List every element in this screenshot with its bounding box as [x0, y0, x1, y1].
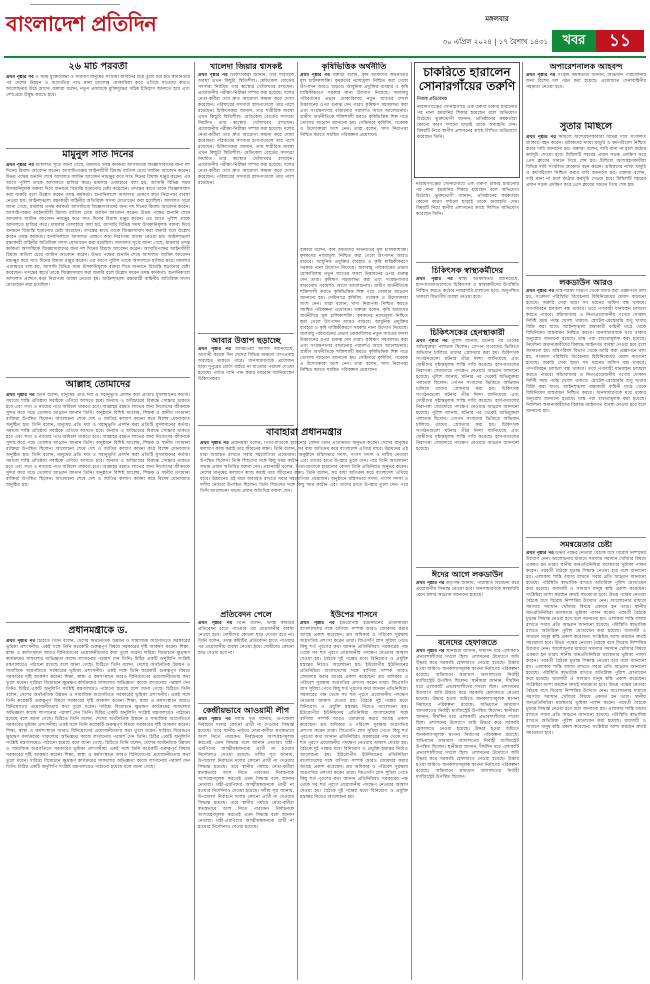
article-pm-letter	[6, 626, 190, 980]
headline: চিকিৎসক স্বাস্থ্যকর্মীদের	[431, 266, 504, 275]
article-text: পুলিশ জানায়, ঘটনার পর থেকেই অভিযুক্তরা পলাতক ছিলেন। গোপন সংবাদের ভিত্তিতে অভিযান চালিয়ে তাদের গ্রেফতার করা হয়। চিকিৎসক সংগঠনগুলো ঘটনার তীব্র নিন্দা জানিয়েছে এবং দোষীদের দৃষ্টান্তমূলক শাস্তি দাবি করেছে। হাসপাতালের নিরাপত্তা জোরদারে পদক্ষেপ নেওয়ার আহ্বান জানানো হয়েছে।	[416, 339, 519, 381]
article-body	[416, 277, 519, 319]
article-body	[200, 441, 408, 605]
article-text-continued: নারায়ণগঞ্জের সোনারগাঁয়ে এক তরুণী চাকরি হারানোর পর নানা হয়রানির শিকার হয়েছেন বলে অভিযোগ উঠেছে। ভুক্তভোগী জানান, প্রতিষ্ঠানের কর্মকর্তারা কোনো কারণ দর্শানো ছাড়াই তাকে অব্যাহতি দেন। বিষয়টি নিয়ে স্থানীয় প্রশাসনের কাছে লিখিত অভিযোগ করেছেন তিনি।	[416, 182, 519, 217]
article-text: দলীয় সূত্র জানায়, উপজেলা নির্বাচনে দলের কোনো প্রার্থী না দেওয়ার সিদ্ধান্ত হয়েছে। তবে স্থানীয় পর্যায়ে নেতা-কর্মীরা স্বতন্ত্রভাবে অংশ নিতে পারবেন। নির্বাচনকে অংশগ্রহণমূলক করতেই এমন সিদ্ধান্ত বলে জানান নেতারা। মন্ত্রী-এমপিদের আত্মীয়স্বজনকে প্রার্থী না হওয়ার নির্দেশনাও দেওয়া হয়েছে।	[198, 717, 294, 759]
article-body	[6, 163, 190, 371]
article-text-continued: বক্তারা বলেন, কৃষি আমাদের অর্থনীতির মূল চালিকাশক্তি। কৃষকদের ন্যায্যমূল্য নিশ্চিত করা গেলে উৎপাদন আরও বাড়বে। আধুনিক প্রযুক্তির ব্যবহার ও কৃষি যান্ত্রিকীকরণে সরকার নানা উদ্যোগ নিয়েছে। জলবায়ু পরিবর্তনের প্রভাব মোকাবিলায় নতুন জাতের ফসল উদ্ভাবনের ওপর গুরুত্ব দেন তারা। কৃষিঋণ সহজলভ্য করা এবং সংরক্ষণাগার বাড়ানোর পরামর্শও আসে আলোচনায়। গ্রামীণ অর্থনীতিকে শক্তিশালী করতে কৃষিভিত্তিক শিল্প গড়ে তোলার আহ্বান জানানো হয়। সেমিনারে কৃষিবিদ, গবেষক ও উদ্যোক্তারা অংশ নেন। তারা বলেন, খাদ্য নিরাপত্তা নিশ্চিত করতে সমন্বিত পরিকল্পনা প্রয়োজন।	[300, 308, 408, 373]
article-lead: প্রথম পৃষ্ঠার পর	[198, 347, 231, 353]
article-text-continued: আদালত সূত্রে জানা গেছে, মামলার তদন্ত কর্মকর্তা আসামিকে জিজ্ঞাসাবাদের জন্য দশ দিনের রিমান্ড আবেদন করেন। আসামিপক্ষের আইনজীবী রিমান্ড বাতিল চেয়ে জামিন আবেদন করেন। উভয় পক্ষের শুনানি শেষে আদালত জামিন আবেদন নামঞ্জুর করে সাত দিনের রিমান্ড মঞ্জুর করেন। এর আগে পুলিশ তাকে আদালতে হাজির করে। মামলার এজাহারে বলা হয়, আসামি বিভিন্ন সময় উসকানিমূলক বক্তব্য দিয়ে জনমনে বিভ্রান্তি ছড়ানোর চেষ্টা করেছেন। তদন্তের স্বার্থে তাকে জিজ্ঞাসাবাদ করা জরুরি বলে উল্লেখ করেন তদন্ত কর্মকর্তা। শুনানিকালে আদালত প্রাঙ্গণে কড়া নিরাপত্তা ব্যবস্থা নেওয়া হয়। আইনশৃঙ্খলা রক্ষাকারী বাহিনীর অতিরিক্ত সদস্য মোতায়েন করা হয়েছিল।	[6, 198, 190, 246]
article-body	[526, 73, 646, 115]
article-body	[6, 639, 190, 977]
article-lead: প্রথম পৃষ্ঠার পর	[200, 440, 229, 446]
article-text: এ সময় মুক্তিযোদ্ধা ও সাধারণ মানুষের সংগ্রামী জীবনের চিত্র তুলে ধরা হয়। স্বাধীনতার পর দেশের উন্নয়ন ও অগ্রগতির পথে নানা চ্যালেঞ্জ মোকাবিলা করে এগিয়ে যাওয়ার কথাও আলোচনায় উঠে আসে। বক্তারা বলেন, নতুন প্রজন্মকে মুক্তিযুদ্ধের সঠিক ইতিহাস জানাতে হবে এবং দেশপ্রেমে উদ্বুদ্ধ করতে হবে।	[6, 74, 190, 98]
article-text-continued: স্থানীয়রা জানান, দীর্ঘদিন ধরে এলাকাটি প্রভাবশালীদের দখলে ছিল। প্রশাসনের উদ্যোগে জমি উদ্ধার করে সরকারি হেফাজতে নেওয়া হয়েছে। উদ্ধার হওয়া জমিতে জনকল্যাণমূলক স্থাপনা নির্মাণের পরিকল্পনা রয়েছে। অভিযানে ভ্রাম্যমাণ আদালতের নির্বাহী ম্যাজিস্ট্রেট উপস্থিত ছিলেন।	[416, 679, 519, 715]
article-lockdown-extend	[526, 278, 646, 534]
headline: প্রতিবেদন পেলে	[220, 610, 272, 619]
article-text: তিনি বলেন, মানুষের প্রতি দয়া ও সহানুভূতি প্রদর্শন করা প্রতিটি মুসলমানের কর্তব্য। সমাজে শান্তি প্রতিষ্ঠায় সবাইকে এগিয়ে আসতে হবে। অন্যায় ও অবিচারের বিরুদ্ধে সোচ্চার থাকতে হবে এবং সত্য ও ন্যায়ের পথে অবিচল থাকতে হবে। আল্লাহর রহমত লাভের জন্য নিজেদের জীবনকে সুন্দর করে গড়ে তোলার আহ্বান জানান তিনি। অনুষ্ঠানে বিশিষ্ট আলেম, শিক্ষক ও স্থানীয় গণ্যমান্য ব্যক্তিরা উপস্থিত ছিলেন। আলোচনা শেষে দেশ ও জাতির কল্যাণ কামনা করে বিশেষ মোনাজাত অনুষ্ঠিত হয়।	[6, 392, 190, 428]
article-pm-father	[200, 428, 408, 606]
masthead	[0, 0, 650, 62]
weekday: মঙ্গলবার	[485, 15, 509, 23]
article-custody	[416, 638, 519, 980]
article-report	[198, 610, 294, 700]
article-lead: প্রথম পৃষ্ঠার পর	[416, 581, 445, 587]
article-eid-lockdown	[416, 570, 519, 632]
article-sonargaon	[417, 66, 517, 176]
article-operation	[526, 62, 646, 118]
article-lead: প্রথম পৃষ্ঠার পর	[198, 717, 231, 723]
article-divider	[526, 537, 646, 538]
article-text: মিছিলে অংশগ্রহণকারীরা বিভিন্ন দাবি সংবলিত প্ল্যাকার্ড বহন করেন। শ্রমিকদের ন্যায্য মজুরি ও কর্মপরিবেশ নিশ্চিত করার দাবি জানানো হয়। বক্তারা বলেন, দাবি মানা না হলে কঠোর কর্মসূচি দেওয়া হবে। মিছিলটি শহরের প্রধান সড়ক প্রদক্ষিণ করে প্রেস ক্লাবের সামনে গিয়ে শেষ হয়।	[526, 134, 646, 164]
article-heat	[198, 336, 294, 422]
headline: চিকিৎসকের হেনস্থাকারী	[430, 328, 505, 337]
column-divider	[194, 62, 195, 980]
article-text-continued: চিকিৎসকরা জানান, তার শারীরিক অবস্থা এখন কিছুটা স্থিতিশীল। মেডিকেল বোর্ডের সদস্যরা নিয়মিত তার স্বাস্থ্যের খোঁজখবর রাখছেন। প্রয়োজনীয় পরীক্ষা-নিরীক্ষা সম্পন্ন করা হয়েছে। দলের নেতা-কর্মীরা তার দ্রুত আরোগ্য কামনা করে দোয়া করেছেন। পরিবারের সদস্যরা হাসপাতালে তার পাশে রয়েছেন।	[198, 145, 294, 187]
headline: সমন্বয়েতার চেষ্টা	[559, 540, 613, 549]
article-text-continued: প্রধানমন্ত্রী বলেন, পিতা-মাতাকে হারানোর বেদনা তিনি প্রতিনিয়ত অনুভব করেন। দেশের মানুষের কল্যাণে কাজ করাই তার জীবনের লক্ষ্য। তিনি বলেন, সব বাধা অতিক্রম করে বাংলাদেশ এগিয়ে যাবে। উন্নয়নের এই ধারা অব্যাহত রাখতে সবার সহযোগিতা প্রয়োজন। অনুষ্ঠানে মন্ত্রিসভার সদস্য, সংসদ সদস্য ও দলীয় নেতারা উপস্থিত ছিলেন। তিনি শিশুদের সঙ্গে কিছু সময় কাটান এবং তাদের হাতে উপহার তুলে দেন। পরে তিনি আলোচনা সভায় প্রধান অতিথির বক্তব্য দেন।	[200, 464, 408, 494]
article-divider	[198, 333, 294, 334]
article-text-continued: ইউরোপীয় ইউনিয়নের প্রতিনিধিরা বাংলাদেশের সঙ্গে বাণিজ্য সম্পর্ক আরও জোরদার করার আগ্রহ প্রকাশ করেছেন। শ্রম অধিকার ও পরিবেশ সুরক্ষায় অগ্রগতির প্রশংসা করেন তারা। জিএসপি প্লাস সুবিধা পেতে কিছু শর্ত পূরণের কথা জানান প্রতিনিধিরা। সরকারের পক্ষ থেকে সব শর্ত পূরণে প্রয়োজনীয় পদক্ষেপ নেওয়ার আশ্বাস দেওয়া হয়। বৈঠকে দুই পক্ষের মধ্যে বিনিয়োগ ও প্রযুক্তি হস্তান্তর নিয়েও আলোচনা হয়।	[300, 663, 408, 711]
article-allah	[6, 380, 190, 620]
article-text-continued: উভয় পক্ষের নেতারা বৈঠকে বসে বিরোধ নিষ্পত্তির উদ্যোগ নেন। আলোচনার মাধ্যমে সমস্যার সমাধান খোঁজার বিষয়ে একমত হন তারা। স্থানীয় জনপ্রতিনিধিরা মধ্যস্থতার ভূমিকা পালন করেন। পরবর্তী বৈঠকে চূড়ান্ত সিদ্ধান্ত নেওয়া হবে বলে জানানো হয়। এলাকায় শান্তি বজায় রাখতে সবার প্রতি আহ্বান জানানো হয়েছে। পরিস্থিতি স্বাভাবিক রাখতে অতিরিক্ত পুলিশ মোতায়েন করা হয়েছে। ব্যবসায়ী ও সাধারণ মানুষ স্বস্তি প্রকাশ করেছেন। সংশ্লিষ্টরা আশা করছেন দ্রুতই সমঝোতা হবে।	[526, 683, 646, 737]
article-text: আবহাওয়া অফিস জানিয়েছে, আগামী কয়েক দিন দেশের বিভিন্ন অঞ্চলে তাপপ্রবাহ অব্যাহত থাকতে পারে। জনসাধারণকে প্রয়োজন ছাড়া দুপুরের রোদে বাইরে না যাওয়ার পরামর্শ দেওয়া হয়েছে। পর্যাপ্ত পানি পান করার আহ্বান জানিয়েছেন চিকিৎসকরা।	[198, 347, 294, 383]
newspaper-logo: বাংলাদেশ প্রতিদিন	[6, 11, 157, 36]
article-lead: প্রথম পৃষ্ঠার পর	[300, 73, 330, 79]
article-text: মন্ত্রিপরিষদ বিভাগ থেকে জারি করা প্রজ্ঞাপনে বলা হয়, সংক্রমণ পরিস্থিতি বিবেচনায় বিধিনিষেধের মেয়াদ বাড়ানো হয়েছে। জরুরি সেবা ছাড়া সব ধরনের অফিস বন্ধ থাকবে। গণপরিবহন চলাচল বন্ধ থাকবে। তবে পণ্যবাহী যানবাহন চলাচল করতে পারবে। কাঁচাবাজার ও নিত্যপ্রয়োজনীয় পণ্যের দোকান নির্দিষ্ট সময় পর্যন্ত খোলা থাকবে। হোটেল-রেস্তোরাঁয় শুধু খাবার বিক্রি করা যাবে। আইনশৃঙ্খলা রক্ষাকারী বাহিনী মাঠে থেকে বিধিনিষেধ বাস্তবায়ন নিশ্চিত করবে। জনসাধারণকে ঘরে থাকার অনুরোধ জানানো হয়েছে। মাস্ক পরা বাধ্যতামূলক করা হয়েছে। নির্দেশনা অমান্যকারীদের বিরুদ্ধে আইনগত ব্যবস্থা নেওয়া হবে বলে জানানো হয়।	[526, 289, 646, 355]
article-lead: প্রথম পৃষ্ঠার পর	[526, 551, 554, 557]
article-lead: প্রথম পৃষ্ঠার পর	[6, 392, 35, 398]
article-lead: প্রথম পৃষ্ঠার পর	[416, 649, 445, 655]
article-body	[198, 717, 294, 977]
article-body	[416, 649, 519, 977]
article-body	[198, 347, 294, 419]
headline: ২৬ মার্চ পরবর্তী	[68, 62, 128, 72]
article-divider	[6, 377, 190, 378]
article-text: ইউরোপীয় ইউনিয়নের প্রতিনিধিরা বাংলাদেশের সঙ্গে বাণিজ্য সম্পর্ক আরও জোরদার করার আগ্রহ প্রকাশ করেছেন। শ্রম অধিকার ও পরিবেশ সুরক্ষায় অগ্রগতির প্রশংসা করেন তারা। জিএসপি প্লাস সুবিধা পেতে কিছু শর্ত পূরণের কথা জানান প্রতিনিধিরা। সরকারের পক্ষ থেকে সব শর্ত পূরণে প্রয়োজনীয় পদক্ষেপ নেওয়ার আশ্বাস দেওয়া হয়। বৈঠকে দুই পক্ষের মধ্যে বিনিয়োগ ও প্রযুক্তি হস্তান্তর নিয়েও আলোচনা হয়।	[300, 621, 408, 669]
article-doctor-harass	[416, 328, 519, 564]
article-sonargaon-continued	[416, 180, 519, 260]
article-divider	[6, 148, 190, 149]
article-divider	[416, 262, 519, 263]
page-number: ১১	[596, 30, 644, 52]
article-text-continued: চিঠিতে তিনি বলেন, দেশের অর্থনৈতিক উন্নয়ন ও সামাজিক অগ্রগতিতে সরকারের ভূমিকা প্রশংসনীয়। একই সঙ্গে তিনি কয়েকটি গুরুত্বপূর্ণ বিষয়ে সরকারের দৃষ্টি আকর্ষণ করেন। শিক্ষা, স্বাস্থ্য ও কর্মসংস্থানে আরও বিনিয়োগের প্রয়োজনীয়তার কথা তুলে ধরেন। দারিদ্র্য বিমোচনে ক্ষুদ্রঋণ কার্যক্রমের সাফল্যের অভিজ্ঞতা কাজে লাগানোর পরামর্শ দেন তিনি। চিঠির একটি অনুলিপি সংশ্লিষ্ট মন্ত্রণালয়েও পাঠানো হয়েছে বলে জানা গেছে।	[6, 716, 190, 746]
article-text-continued: বক্তারা বলেন, কৃষি আমাদের অর্থনীতির মূল চালিকাশক্তি। কৃষকদের ন্যায্যমূল্য নিশ্চিত করা গেলে উৎপাদন আরও বাড়বে। আধুনিক প্রযুক্তির ব্যবহার ও কৃষি যান্ত্রিকীকরণে সরকার নানা উদ্যোগ নিয়েছে। জলবায়ু পরিবর্তনের প্রভাব মোকাবিলায় নতুন জাতের ফসল উদ্ভাবনের ওপর গুরুত্ব দেন তারা। কৃষিঋণ সহজলভ্য করা এবং সংরক্ষণাগার বাড়ানোর পরামর্শও আসে আলোচনায়। গ্রামীণ অর্থনীতিকে শক্তিশালী করতে কৃষিভিত্তিক শিল্প গড়ে তোলার আহ্বান জানানো হয়। সেমিনারে কৃষিবিদ, গবেষক ও উদ্যোক্তারা অংশ নেন। তারা বলেন, খাদ্য নিরাপত্তা নিশ্চিত করতে সমন্বিত পরিকল্পনা প্রয়োজন।	[300, 248, 408, 313]
article-text: চিকিৎসকরা জানান, তার শারীরিক অবস্থা এখন কিছুটা স্থিতিশীল। মেডিকেল বোর্ডের সদস্যরা নিয়মিত তার স্বাস্থ্যের খোঁজখবর রাখছেন। প্রয়োজনীয় পরীক্ষা-নিরীক্ষা সম্পন্ন করা হয়েছে। দলের নেতা-কর্মীরা তার দ্রুত আরোগ্য কামনা করে দোয়া করেছেন। পরিবারের সদস্যরা হাসপাতালে তার পাশে রয়েছেন।	[198, 73, 294, 115]
headline: ইউপের শাসনে	[330, 610, 378, 619]
article-lead: প্রথম পৃষ্ঠার পর	[6, 162, 34, 168]
article-text-continued: উভয় পক্ষের নেতারা বৈঠকে বসে বিরোধ নিষ্পত্তির উদ্যোগ নেন। আলোচনার মাধ্যমে সমস্যার সমাধান খোঁজার বিষয়ে একমত হন তারা। স্থানীয় জনপ্রতিনিধিরা মধ্যস্থতার ভূমিকা পালন করেন। পরবর্তী বৈঠকে চূড়ান্ত সিদ্ধান্ত নেওয়া হবে বলে জানানো হয়। এলাকায় শান্তি বজায় রাখতে সবার প্রতি আহ্বান জানানো হয়েছে। পরিস্থিতি স্বাভাবিক রাখতে অতিরিক্ত পুলিশ মোতায়েন করা হয়েছে। ব্যবসায়ী ও সাধারণ মানুষ স্বস্তি প্রকাশ করেছেন। সংশ্লিষ্টরা আশা করছেন দ্রুতই সমঝোতা হবে।	[526, 641, 646, 689]
article-eu	[300, 610, 408, 980]
article-lead: প্রথম পৃষ্ঠার পর	[416, 339, 448, 345]
article-text-continued: তিনি বলেন, মানুষের প্রতি দয়া ও সহানুভূতি প্রদর্শন করা প্রতিটি মুসলমানের কর্তব্য। সমাজে শান্তি প্রতিষ্ঠায় সবাইকে এগিয়ে আসতে হবে। অন্যায় ও অবিচারের বিরুদ্ধে সোচ্চার থাকতে হবে এবং সত্য ও ন্যায়ের পথে অবিচল থাকতে হবে। আল্লাহর রহমত লাভের জন্য নিজেদের জীবনকে সুন্দর করে গড়ে তোলার আহ্বান জানান তিনি। অনুষ্ঠানে বিশিষ্ট আলেম, শিক্ষক ও স্থানীয় গণ্যমান্য ব্যক্তিরা উপস্থিত ছিলেন। আলোচনা শেষে দেশ ও জাতির কল্যাণ কামনা করে বিশেষ মোনাজাত অনুষ্ঠিত হয়।	[6, 452, 190, 488]
article-khaleda	[198, 62, 294, 330]
headline: অপারেশনালক আহবন্দ	[549, 62, 623, 71]
article-text-continued: দলীয় সূত্র জানায়, উপজেলা নির্বাচনে দলের কোনো প্রার্থী না দেওয়ার সিদ্ধান্ত হয়েছে। তবে স্থানীয় পর্যায়ে নেতা-কর্মীরা স্বতন্ত্রভাবে অংশ নিতে পারবেন। নির্বাচনকে অংশগ্রহণমূলক করতেই এমন সিদ্ধান্ত বলে জানান নেতারা। মন্ত্রী-এমপিদের আত্মীয়স্বজনকে প্রার্থী না হওয়ার নির্দেশনাও দেওয়া হয়েছে।	[198, 753, 294, 795]
column-divider	[522, 62, 523, 980]
article-march	[526, 122, 646, 272]
article-text-continued: স্থানীয়রা জানান, দীর্ঘদিন ধরে এলাকাটি প্রভাবশালীদের দখলে ছিল। প্রশাসনের উদ্যোগে জমি উদ্ধার করে সরকারি হেফাজতে নেওয়া হয়েছে। উদ্ধার হওয়া জমিতে জনকল্যাণমূলক স্থাপনা নির্মাণের পরিকল্পনা রয়েছে। অভিযানে ভ্রাম্যমাণ আদালতের নির্বাহী ম্যাজিস্ট্রেট উপস্থিত ছিলেন।	[416, 709, 519, 751]
article-body	[198, 621, 294, 697]
article-text: নারায়ণগঞ্জের সোনারগাঁয়ে এক তরুণী চাকরি হারানোর পর নানা হয়রানির শিকার হয়েছেন বলে অভিযোগ উঠেছে। ভুক্তভোগী জানান, প্রতিষ্ঠানের কর্মকর্তারা কোনো কারণ দর্শানো ছাড়াই তাকে অব্যাহতি দেন। বিষয়টি নিয়ে স্থানীয় প্রশাসনের কাছে লিখিত অভিযোগ করেছেন তিনি।	[417, 104, 517, 140]
article-text: আদালত সূত্রে জানা গেছে, মামলার তদন্ত কর্মকর্তা আসামিকে জিজ্ঞাসাবাদের জন্য দশ দিনের রিমান্ড আবেদন করেন। আসামিপক্ষের আইনজীবী রিমান্ড বাতিল চেয়ে জামিন আবেদন করেন। উভয় পক্ষের শুনানি শেষে আদালত জামিন আবেদন নামঞ্জুর করে সাত দিনের রিমান্ড মঞ্জুর করেন। এর আগে পুলিশ তাকে আদালতে হাজির করে। মামলার এজাহারে বলা হয়, আসামি বিভিন্ন সময় উসকানিমূলক বক্তব্য দিয়ে জনমনে বিভ্রান্তি ছড়ানোর চেষ্টা করেছেন। তদন্তের স্বার্থে তাকে জিজ্ঞাসাবাদ করা জরুরি বলে উল্লেখ করেন তদন্ত কর্মকর্তা। শুনানিকালে আদালত প্রাঙ্গণে কড়া নিরাপত্তা ব্যবস্থা নেওয়া হয়। আইনশৃঙ্খলা রক্ষাকারী বাহিনীর অতিরিক্ত সদস্য মোতায়েন করা হয়েছিল।	[6, 162, 190, 204]
article-body	[6, 75, 190, 143]
article-text: স্বাস্থ্য অধিদফতর জানিয়েছে, হাসপাতালগুলোতে চিকিৎসক ও স্বাস্থ্যকর্মীদের উপস্থিতি নিশ্চিত করতে কঠোর নজরদারি চালানো হবে। অনুপস্থিত থাকলে বিভাগীয় ব্যবস্থা নেওয়া হবে।	[416, 277, 519, 301]
article-text: উভয় পক্ষের নেতারা বৈঠকে বসে বিরোধ নিষ্পত্তির উদ্যোগ নেন। আলোচনার মাধ্যমে সমস্যার সমাধান খোঁজার বিষয়ে একমত হন তারা। স্থানীয় জনপ্রতিনিধিরা মধ্যস্থতার ভূমিকা পালন করেন। পরবর্তী বৈঠকে চূড়ান্ত সিদ্ধান্ত নেওয়া হবে বলে জানানো হয়। এলাকায় শান্তি বজায় রাখতে সবার প্রতি আহ্বান জানানো হয়েছে। পরিস্থিতি স্বাভাবিক রাখতে অতিরিক্ত পুলিশ মোতায়েন করা হয়েছে। ব্যবসায়ী ও সাধারণ মানুষ স্বস্তি প্রকাশ করেছেন। সংশ্লিষ্টরা আশা করছেন দ্রুতই সমঝোতা হবে।	[526, 551, 646, 599]
article-text-continued: মন্ত্রিপরিষদ বিভাগ থেকে জারি করা প্রজ্ঞাপনে বলা হয়, সংক্রমণ পরিস্থিতি বিবেচনায় বিধিনিষেধের মেয়াদ বাড়ানো হয়েছে। জরুরি সেবা ছাড়া সব ধরনের অফিস বন্ধ থাকবে। গণপরিবহন চলাচল বন্ধ থাকবে। তবে পণ্যবাহী যানবাহন চলাচল করতে পারবে। কাঁচাবাজার ও নিত্যপ্রয়োজনীয় পণ্যের দোকান নির্দিষ্ট সময় পর্যন্ত খোলা থাকবে। হোটেল-রেস্তোরাঁয় শুধু খাবার বিক্রি করা যাবে। আইনশৃঙ্খলা রক্ষাকারী বাহিনী মাঠে থেকে বিধিনিষেধ বাস্তবায়ন নিশ্চিত করবে। জনসাধারণকে ঘরে থাকার অনুরোধ জানানো হয়েছে। মাস্ক পরা বাধ্যতামূলক করা হয়েছে। নির্দেশনা অমান্যকারীদের বিরুদ্ধে আইনগত ব্যবস্থা নেওয়া হবে বলে জানানো হয়।	[526, 349, 646, 415]
headline: চাকরিতে হারালেন সোনারগাঁয়ের তরুণি	[418, 66, 516, 93]
headline: মামুনুল সাত দিনের	[62, 150, 134, 160]
article-text-continued: পুলিশ জানায়, ঘটনার পর থেকেই অভিযুক্তরা পলাতক ছিলেন। গোপন সংবাদের ভিত্তিতে অভিযান চালিয়ে তাদের গ্রেফতার করা হয়। চিকিৎসক সংগঠনগুলো ঘটনার তীব্র নিন্দা জানিয়েছে এবং দোষীদের দৃষ্টান্তমূলক শাস্তি দাবি করেছে। হাসপাতালের নিরাপত্তা জোরদারে পদক্ষেপ নেওয়ার আহ্বান জানানো হয়েছে।	[416, 411, 519, 453]
article-text-continued: আদালত সূত্রে জানা গেছে, মামলার তদন্ত কর্মকর্তা আসামিকে জিজ্ঞাসাবাদের জন্য দশ দিনের রিমান্ড আবেদন করেন। আসামিপক্ষের আইনজীবী রিমান্ড বাতিল চেয়ে জামিন আবেদন করেন। উভয় পক্ষের শুনানি শেষে আদালত জামিন আবেদন নামঞ্জুর করে সাত দিনের রিমান্ড মঞ্জুর করেন। এর আগে পুলিশ তাকে আদালতে হাজির করে। মামলার এজাহারে বলা হয়, আসামি বিভিন্ন সময় উসকানিমূলক বক্তব্য দিয়ে জনমনে বিভ্রান্তি ছড়ানোর চেষ্টা করেছেন। তদন্তের স্বার্থে তাকে জিজ্ঞাসাবাদ করা জরুরি বলে উল্লেখ করেন তদন্ত কর্মকর্তা। শুনানিকালে আদালত প্রাঙ্গণে কড়া নিরাপত্তা ব্যবস্থা নেওয়া হয়। আইনশৃঙ্খলা রক্ষাকারী বাহিনীর অতিরিক্ত সদস্য মোতায়েন করা হয়েছিল।	[6, 240, 190, 288]
logo-tagline-rule	[30, 4, 120, 7]
headline: বাবাহারা প্রধানমন্ত্রীর	[266, 428, 342, 438]
article-divider	[416, 635, 519, 636]
article-health-workers	[416, 266, 519, 322]
section-badge: খবর	[552, 30, 596, 52]
article-text-continued: পুলিশ জানায়, ঘটনার পর থেকেই অভিযুক্তরা পলাতক ছিলেন। গোপন সংবাদের ভিত্তিতে অভিযান চালিয়ে তাদের গ্রেফতার করা হয়। চিকিৎসক সংগঠনগুলো ঘটনার তীব্র নিন্দা জানিয়েছে এবং দোষীদের দৃষ্টান্তমূলক শাস্তি দাবি করেছে। হাসপাতালের নিরাপত্তা জোরদারে পদক্ষেপ নেওয়ার আহ্বান জানানো হয়েছে।	[416, 375, 519, 417]
article-agriculture	[300, 62, 408, 242]
article-text: সংশ্লিষ্ট কর্মকর্তারা জানান, অভিযান পরিচালনার জন্য বিশেষ দল গঠন করা হয়েছে। প্রয়োজনে সেনাবাহিনীর সহায়তা নেওয়া হবে।	[526, 73, 646, 91]
headline: প্রধানমন্ত্রীকে ড.	[68, 626, 128, 636]
article-text-continued: তিনি বলেন, মানুষের প্রতি দয়া ও সহানুভূতি প্রদর্শন করা প্রতিটি মুসলমানের কর্তব্য। সমাজে শান্তি প্রতিষ্ঠায় সবাইকে এগিয়ে আসতে হবে। অন্যায় ও অবিচারের বিরুদ্ধে সোচ্চার থাকতে হবে এবং সত্য ও ন্যায়ের পথে অবিচল থাকতে হবে। আল্লাহর রহমত লাভের জন্য নিজেদের জীবনকে সুন্দর করে গড়ে তোলার আহ্বান জানান তিনি। অনুষ্ঠানে বিশিষ্ট আলেম, শিক্ষক ও স্থানীয় গণ্যমান্য ব্যক্তিরা উপস্থিত ছিলেন। আলোচনা শেষে দেশ ও জাতির কল্যাণ কামনা করে বিশেষ মোনাজাত অনুষ্ঠিত হয়।	[6, 422, 190, 458]
headline: আল্লাহ তোমাদের	[65, 380, 131, 390]
article-text: স্থানীয়রা জানান, দীর্ঘদিন ধরে এলাকাটি প্রভাবশালীদের দখলে ছিল। প্রশাসনের উদ্যোগে জমি উদ্ধার করে সরকারি হেফাজতে নেওয়া হয়েছে। উদ্ধার হওয়া জমিতে জনকল্যাণমূলক স্থাপনা নির্মাণের পরিকল্পনা রয়েছে। অভিযানে ভ্রাম্যমাণ আদালতের নির্বাহী ম্যাজিস্ট্রেট উপস্থিত ছিলেন।	[416, 649, 519, 685]
headline: সুতার মিছিলে	[559, 122, 613, 132]
article-divider	[526, 275, 646, 276]
article-text-continued: ইউরোপীয় ইউনিয়নের প্রতিনিধিরা বাংলাদেশের সঙ্গে বাণিজ্য সম্পর্ক আরও জোরদার করার আগ্রহ প্রকাশ করেছেন। শ্রম অধিকার ও পরিবেশ সুরক্ষায় অগ্রগতির প্রশংসা করেন তারা। জিএসপি প্লাস সুবিধা পেতে কিছু শর্ত পূরণের কথা জানান প্রতিনিধিরা। সরকারের পক্ষ থেকে সব শর্ত পূরণে প্রয়োজনীয় পদক্ষেপ নেওয়ার আশ্বাস দেওয়া হয়। বৈঠকে দুই পক্ষের মধ্যে বিনিয়োগ ও প্রযুক্তি হস্তান্তর নিয়েও আলোচনা হয়।	[300, 753, 408, 801]
article-lead: প্রথম পৃষ্ঠার পর	[6, 638, 36, 644]
headline: কেন্দ্রীয়ভাবে আওয়ামী লীগ	[202, 706, 290, 715]
article-text-continued: ইউরোপীয় ইউনিয়নের প্রতিনিধিরা বাংলাদেশের সঙ্গে বাণিজ্য সম্পর্ক আরও জোরদার করার আগ্রহ প্রকাশ করেছেন। শ্রম অধিকার ও পরিবেশ সুরক্ষায় অগ্রগতির প্রশংসা করেন তারা। জিএসপি প্লাস সুবিধা পেতে কিছু শর্ত পূরণের কথা জানান প্রতিনিধিরা। সরকারের পক্ষ থেকে সব শর্ত পূরণে প্রয়োজনীয় পদক্ষেপ নেওয়ার আশ্বাস দেওয়া হয়। বৈঠকে দুই পক্ষের মধ্যে বিনিয়োগ ও প্রযুক্তি হস্তান্তর নিয়েও আলোচনা হয়।	[300, 711, 408, 759]
article-text: কর্তৃপক্ষ জানায়, পরিস্থিতি বিবেচনা করে প্রয়োজনীয় সিদ্ধান্ত নেওয়া হবে। জনসাধারণকে স্বাস্থ্যবিধি মেনে চলার আহ্বান জানানো হয়েছে।	[416, 581, 519, 599]
article-body	[416, 581, 519, 629]
article-text-continued: চিঠিতে তিনি বলেন, দেশের অর্থনৈতিক উন্নয়ন ও সামাজিক অগ্রগতিতে সরকারের ভূমিকা প্রশংসনীয়। একই সঙ্গে তিনি কয়েকটি গুরুত্বপূর্ণ বিষয়ে সরকারের দৃষ্টি আকর্ষণ করেন। শিক্ষা, স্বাস্থ্য ও কর্মসংস্থানে আরও বিনিয়োগের প্রয়োজনীয়তার কথা তুলে ধরেন। দারিদ্র্য বিমোচনে ক্ষুদ্রঋণ কার্যক্রমের সাফল্যের অভিজ্ঞতা কাজে লাগানোর পরামর্শ দেন তিনি। চিঠির একটি অনুলিপি সংশ্লিষ্ট মন্ত্রণালয়েও পাঠানো হয়েছে বলে জানা গেছে।	[6, 740, 190, 770]
article-text: চিঠিতে তিনি বলেন, দেশের অর্থনৈতিক উন্নয়ন ও সামাজিক অগ্রগতিতে সরকারের ভূমিকা প্রশংসনীয়। একই সঙ্গে তিনি কয়েকটি গুরুত্বপূর্ণ বিষয়ে সরকারের দৃষ্টি আকর্ষণ করেন। শিক্ষা, স্বাস্থ্য ও কর্মসংস্থানে আরও বিনিয়োগের প্রয়োজনীয়তার কথা তুলে ধরেন। দারিদ্র্য বিমোচনে ক্ষুদ্রঋণ কার্যক্রমের সাফল্যের অভিজ্ঞতা কাজে লাগানোর পরামর্শ দেন তিনি। চিঠির একটি অনুলিপি সংশ্লিষ্ট মন্ত্রণালয়েও পাঠানো হয়েছে বলে জানা গেছে।	[6, 638, 190, 668]
article-body	[198, 73, 294, 327]
article-divider	[416, 325, 519, 326]
article-mamunul	[6, 150, 190, 374]
article-body	[417, 105, 517, 165]
article-body	[416, 339, 519, 561]
article-text-continued: তিনি বলেন, তদন্ত কমিটির প্রতিবেদন হাতে পাওয়ার পর প্রয়োজনীয় ব্যবস্থা নেওয়া হবে। দোষীদের কোনো ছাড় দেওয়া হবে না।	[198, 639, 294, 657]
headline: বনেদের হেফাজতে	[437, 638, 498, 647]
article-lead: প্রথম পৃষ্ঠার পর	[300, 621, 335, 627]
article-body	[526, 289, 646, 531]
article-lead: প্রথম পৃষ্ঠার পর	[198, 621, 233, 627]
article-text-continued: দলীয় সূত্র জানায়, উপজেলা নির্বাচনে দলের কোনো প্রার্থী না দেওয়ার সিদ্ধান্ত হয়েছে। তবে স্থানীয় পর্যায়ে নেতা-কর্মীরা স্বতন্ত্রভাবে অংশ নিতে পারবেন। নির্বাচনকে অংশগ্রহণমূলক করতেই এমন সিদ্ধান্ত বলে জানান নেতারা। মন্ত্রী-এমপিদের আত্মীয়স্বজনকে প্রার্থী না হওয়ার নির্দেশনাও দেওয়া হয়েছে।	[198, 789, 294, 831]
article-lead: প্রথম পৃষ্ঠার পর	[416, 277, 453, 283]
article-divider	[6, 622, 190, 623]
article-divider	[198, 425, 294, 426]
headline: ঈদের আগে লকডাউন	[431, 570, 504, 579]
headline: লকডাউন আরও	[559, 278, 613, 287]
article-text: প্রধানমন্ত্রী বলেন, পিতা-মাতাকে হারানোর বেদনা তিনি প্রতিনিয়ত অনুভব করেন। দেশের মানুষের কল্যাণে কাজ করাই তার জীবনের লক্ষ্য। তিনি বলেন, সব বাধা অতিক্রম করে বাংলাদেশ এগিয়ে যাবে। উন্নয়নের এই ধারা অব্যাহত রাখতে সবার সহযোগিতা প্রয়োজন। অনুষ্ঠানে মন্ত্রিসভার সদস্য, সংসদ সদস্য ও দলীয় নেতারা উপস্থিত ছিলেন। তিনি শিশুদের সঙ্গে কিছু সময় কাটান এবং তাদের হাতে উপহার তুলে দেন। পরে তিনি আলোচনা সভায় প্রধান অতিথির বক্তব্য দেন।	[200, 440, 408, 470]
article-body	[300, 73, 408, 239]
article-text-continued: মিছিলে অংশগ্রহণকারীরা বিভিন্ন দাবি সংবলিত প্ল্যাকার্ড বহন করেন। শ্রমিকদের ন্যায্য মজুরি ও কর্মপরিবেশ নিশ্চিত করার দাবি জানানো হয়। বক্তারা বলেন, দাবি মানা না হলে কঠোর কর্মসূচি দেওয়া হবে। মিছিলটি শহরের প্রধান সড়ক প্রদক্ষিণ করে প্রেস ক্লাবের সামনে গিয়ে শেষ হয়।	[526, 158, 646, 188]
article-text-continued: চিকিৎসকরা জানান, তার শারীরিক অবস্থা এখন কিছুটা স্থিতিশীল। মেডিকেল বোর্ডের সদস্যরা নিয়মিত তার স্বাস্থ্যের খোঁজখবর রাখছেন। প্রয়োজনীয় পরীক্ষা-নিরীক্ষা সম্পন্ন করা হয়েছে। দলের নেতা-কর্মীরা তার দ্রুত আরোগ্য কামনা করে দোয়া করেছেন। পরিবারের সদস্যরা হাসপাতালে তার পাশে রয়েছেন।	[198, 109, 294, 151]
article-body	[526, 551, 646, 977]
masthead-rule	[4, 56, 646, 58]
article-divider	[198, 703, 294, 704]
article-agri-continued	[300, 246, 408, 424]
byline: নিজস্ব প্রতিবেদক	[417, 96, 448, 102]
article-lead: প্রথম পৃষ্ঠার পর	[6, 74, 34, 80]
article-text-continued: স্থানীয়রা জানান, দীর্ঘদিন ধরে এলাকাটি প্রভাবশালীদের দখলে ছিল। প্রশাসনের উদ্যোগে জমি উদ্ধার করে সরকারি হেফাজতে নেওয়া হয়েছে। উদ্ধার হওয়া জমিতে জনকল্যাণমূলক স্থাপনা নির্মাণের পরিকল্পনা রয়েছে। অভিযানে ভ্রাম্যমাণ আদালতের নির্বাহী ম্যাজিস্ট্রেট উপস্থিত ছিলেন।	[416, 745, 519, 781]
article-divider	[416, 567, 519, 568]
headline: খালেদা জিয়ার শ্বাসকষ্ট	[209, 62, 283, 71]
article-text: বক্তারা বলেন, কৃষি আমাদের অর্থনীতির মূল চালিকাশক্তি। কৃষকদের ন্যায্যমূল্য নিশ্চিত করা গেলে উৎপাদন আরও বাড়বে। আধুনিক প্রযুক্তির ব্যবহার ও কৃষি যান্ত্রিকীকরণে সরকার নানা উদ্যোগ নিয়েছে। জলবায়ু পরিবর্তনের প্রভাব মোকাবিলায় নতুন জাতের ফসল উদ্ভাবনের ওপর গুরুত্ব দেন তারা। কৃষিঋণ সহজলভ্য করা এবং সংরক্ষণাগার বাড়ানোর পরামর্শও আসে আলোচনায়। গ্রামীণ অর্থনীতিকে শক্তিশালী করতে কৃষিভিত্তিক শিল্প গড়ে তোলার আহ্বান জানানো হয়। সেমিনারে কৃষিবিদ, গবেষক ও উদ্যোক্তারা অংশ নেন। তারা বলেন, খাদ্য নিরাপত্তা নিশ্চিত করতে সমন্বিত পরিকল্পনা প্রয়োজন।	[300, 73, 408, 139]
article-body	[416, 182, 519, 262]
article-body	[300, 248, 408, 424]
article-lead: প্রথম পৃষ্ঠার পর	[198, 73, 228, 79]
article-lead: প্রথম পৃষ্ঠার পর	[526, 73, 556, 79]
article-text-continued: চিঠিতে তিনি বলেন, দেশের অর্থনৈতিক উন্নয়ন ও সামাজিক অগ্রগতিতে সরকারের ভূমিকা প্রশংসনীয়। একই সঙ্গে তিনি কয়েকটি গুরুত্বপূর্ণ বিষয়ে সরকারের দৃষ্টি আকর্ষণ করেন। শিক্ষা, স্বাস্থ্য ও কর্মসংস্থানে আরও বিনিয়োগের প্রয়োজনীয়তার কথা তুলে ধরেন। দারিদ্র্য বিমোচনে ক্ষুদ্রঋণ কার্যক্রমের সাফল্যের অভিজ্ঞতা কাজে লাগানোর পরামর্শ দেন তিনি। চিঠির একটি অনুলিপি সংশ্লিষ্ট মন্ত্রণালয়েও পাঠানো হয়েছে বলে জানা গেছে।	[6, 662, 190, 692]
article-text: তিনি বলেন, তদন্ত কমিটির প্রতিবেদন হাতে পাওয়ার পর প্রয়োজনীয় ব্যবস্থা নেওয়া হবে। দোষীদের কোনো ছাড় দেওয়া হবে না।	[198, 621, 294, 639]
column-divider	[411, 62, 412, 980]
article-text-continued: উভয় পক্ষের নেতারা বৈঠকে বসে বিরোধ নিষ্পত্তির উদ্যোগ নেন। আলোচনার মাধ্যমে সমস্যার সমাধান খোঁজার বিষয়ে একমত হন তারা। স্থানীয় জনপ্রতিনিধিরা মধ্যস্থতার ভূমিকা পালন করেন। পরবর্তী বৈঠকে চূড়ান্ত সিদ্ধান্ত নেওয়া হবে বলে জানানো হয়। এলাকায় শান্তি বজায় রাখতে সবার প্রতি আহ্বান জানানো হয়েছে। পরিস্থিতি স্বাভাবিক রাখতে অতিরিক্ত পুলিশ মোতায়েন করা হয়েছে। ব্যবসায়ী ও সাধারণ মানুষ স্বস্তি প্রকাশ করেছেন। সংশ্লিষ্টরা আশা করছেন দ্রুতই সমঝোতা হবে।	[526, 593, 646, 647]
article-text-continued: চিঠিতে তিনি বলেন, দেশের অর্থনৈতিক উন্নয়ন ও সামাজিক অগ্রগতিতে সরকারের ভূমিকা প্রশংসনীয়। একই সঙ্গে তিনি কয়েকটি গুরুত্বপূর্ণ বিষয়ে সরকারের দৃষ্টি আকর্ষণ করেন। শিক্ষা, স্বাস্থ্য ও কর্মসংস্থানে আরও বিনিয়োগের প্রয়োজনীয়তার কথা তুলে ধরেন। দারিদ্র্য বিমোচনে ক্ষুদ্রঋণ কার্যক্রমের সাফল্যের অভিজ্ঞতা কাজে লাগানোর পরামর্শ দেন তিনি। চিঠির একটি অনুলিপি সংশ্লিষ্ট মন্ত্রণালয়েও পাঠানো হয়েছে বলে জানা গেছে।	[6, 686, 190, 722]
article-body	[300, 621, 408, 977]
headline: আবার উত্তাপ ছড়াচ্ছে	[211, 336, 281, 345]
article-awami-league	[198, 706, 294, 980]
dateline: ৩০ এপ্রিল ২০২৪ | ১৭ বৈশাখ ১৪৩১	[442, 38, 548, 46]
article-compromise	[526, 540, 646, 980]
headline: কৃষিভিত্তিক অর্থনীতি	[321, 62, 387, 71]
article-body	[6, 393, 190, 617]
article-body	[526, 135, 646, 271]
article-lead: প্রথম পৃষ্ঠার পর	[526, 289, 554, 295]
article-lead: প্রথম পৃষ্ঠার পর	[526, 134, 556, 140]
article-26-march	[6, 62, 190, 146]
